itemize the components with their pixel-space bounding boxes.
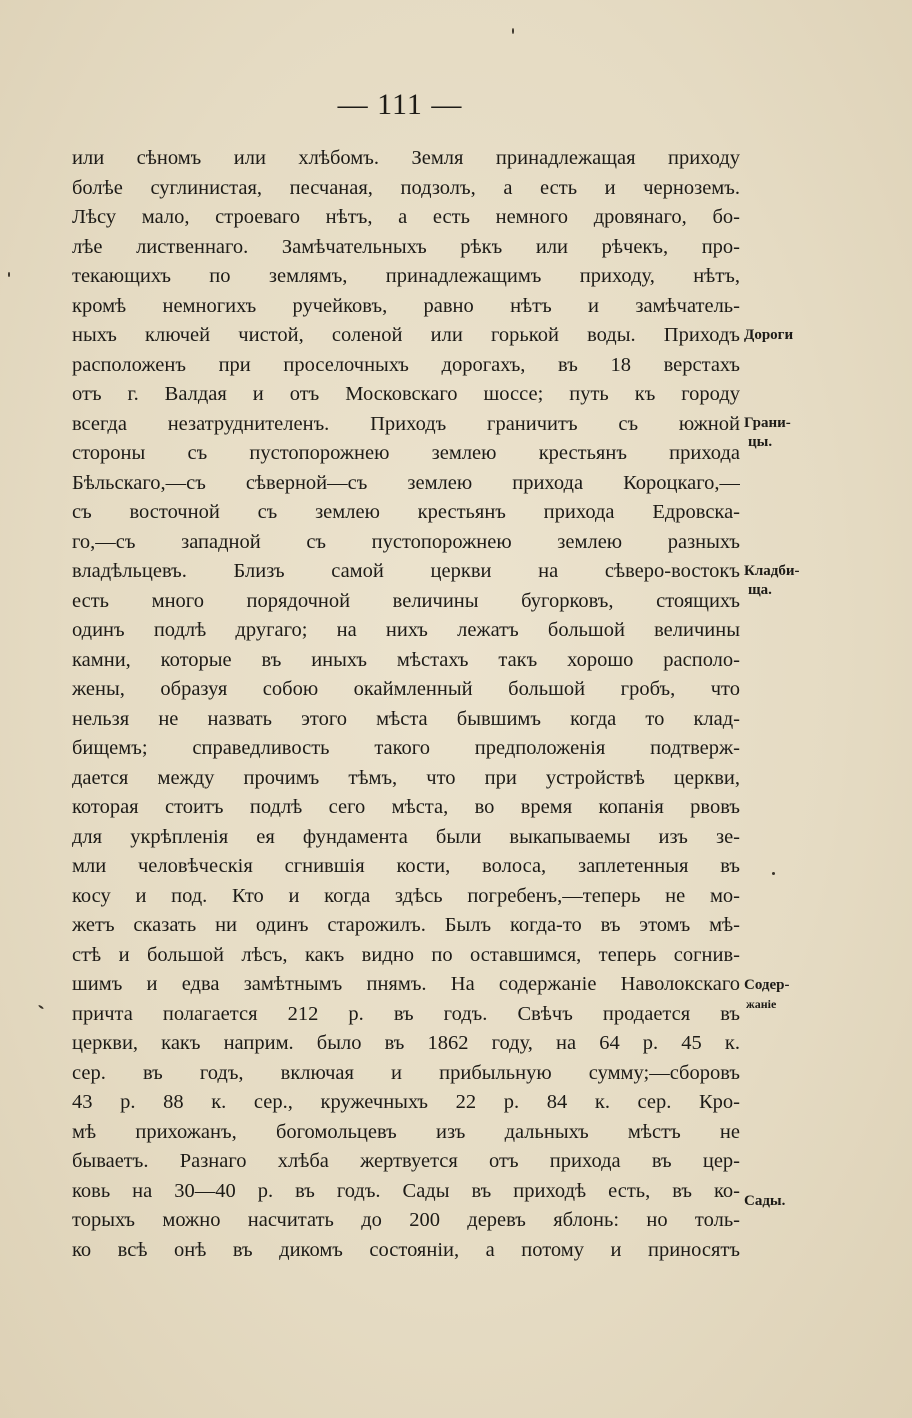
margin-note-line: Кладби-	[744, 563, 800, 579]
margin-note-line: ща.	[748, 582, 772, 598]
text-line: дается между прочимъ тѣмъ, что при устройствѣ церкви,	[72, 766, 740, 789]
text-line: или сѣномъ или хлѣбомъ. Земля принадлежащая приходу	[72, 147, 740, 169]
text-line: одинъ подлѣ другаго; на нихъ лежатъ большой величины	[72, 619, 740, 641]
text-line: причта полагается 212 р. въ годъ. Свѣчъ продается въ	[72, 1002, 740, 1025]
text-line: есть много порядочной величины бугорковъ, стоящихъ	[72, 589, 740, 612]
text-line: ко всѣ онѣ въ дикомъ состояніи, а потому и приносятъ	[72, 1238, 740, 1261]
text-line: отъ г. Валдая и отъ Московскаго шоссе; путь къ городу	[72, 383, 740, 405]
text-line: ковь на 30—40 р. въ годъ. Сады въ приходѣ есть, въ ко-	[72, 1179, 740, 1202]
text-line: стѣ и большой лѣсъ, какъ видно по оставшимся, теперь согнив-	[72, 943, 740, 966]
text-line: бищемъ; справедливость такого предположенія подтверж-	[72, 737, 740, 759]
margin-note-line: Грани-	[744, 415, 791, 431]
text-line: болѣе суглинистая, песчаная, подзолъ, а есть и черноземъ.	[72, 176, 740, 199]
text-line: Бѣльскаго,—съ сѣверной—съ землею прихода Короцкаго,—	[72, 471, 740, 494]
text-line: косу и под. Кто и когда здѣсь погребенъ,—теперь не мо-	[72, 884, 740, 907]
text-line: для укрѣпленія ея фундамента были выкапываемы изъ зе-	[72, 825, 740, 848]
page-number: — 111 —	[337, 88, 463, 121]
text-line: мѣ прихожанъ, богомольцевъ изъ дальныхъ мѣстъ не	[72, 1120, 740, 1143]
text-line: расположенъ при проселочныхъ дорогахъ, въ 18 верстахъ	[72, 353, 740, 376]
text-line: церкви, какъ наприм. было въ 1862 году, на 64 р. 45 к.	[72, 1032, 740, 1054]
ink-speck	[38, 1004, 44, 1009]
text-line: которая стоитъ подлѣ сего мѣста, во время копанія рвовъ	[72, 796, 740, 818]
text-line: съ восточной съ землею крестьянъ прихода Едровска-	[72, 501, 740, 523]
ink-speck	[8, 272, 10, 277]
margin-note-line: цы.	[748, 434, 773, 450]
text-line: 43 р. 88 к. сер., кружечныхъ 22 р. 84 к. сер. Кро-	[72, 1091, 740, 1113]
text-line: кромѣ немногихъ ручейковъ, равно нѣтъ и замѣчатель-	[72, 294, 740, 317]
text-line: всегда незатруднителенъ. Приходъ граничитъ съ южной	[72, 412, 740, 435]
text-line: лѣе лиственнаго. Замѣчательныхъ рѣкъ или рѣчекъ, про-	[72, 235, 740, 258]
text-line: бываетъ. Разнаго хлѣба жертвуется отъ прихода въ цер-	[72, 1150, 740, 1172]
body-text	[72, 144, 740, 1265]
text-line: сер. въ годъ, включая и прибыльную сумму;—сборовъ	[72, 1061, 740, 1084]
margin-note-granitsy	[744, 414, 912, 452]
text-line: Лѣсу мало, строеваго нѣтъ, а есть немного дровянаго, бо-	[72, 206, 740, 228]
text-line: текающихъ по землямъ, принадлежащимъ приходу, нѣтъ,	[72, 265, 740, 287]
text-line: ныхъ ключей чистой, соленой или горькой воды. Приходъ	[72, 324, 740, 346]
margin-note-soderzhanie	[744, 976, 912, 1014]
ink-speck	[512, 28, 514, 34]
ink-speck	[772, 872, 775, 875]
text-line: торыхъ можно насчитать до 200 деревъ яблонь: но толь-	[72, 1209, 740, 1231]
margin-note-line: Сады.	[744, 1193, 786, 1209]
text-line: стороны съ пустопорожнею землею крестьянъ прихода	[72, 442, 740, 464]
margin-note-line: Дороги	[744, 327, 794, 343]
text-line: камни, которые въ иныхъ мѣстахъ такъ хорошо располо-	[72, 648, 740, 671]
margin-note-line: жаніе	[746, 997, 777, 1011]
text-line: шимъ и едва замѣтнымъ пнямъ. На содержаніе Наволокскаго	[72, 973, 740, 995]
margin-note-kladbishcha	[744, 562, 912, 600]
text-line: жены, образуя собою окаймленный большой гробъ, что	[72, 678, 740, 700]
text-line: нельзя не назвать этого мѣста бывшимъ когда то клад-	[72, 707, 740, 730]
margin-note-sady	[744, 1192, 912, 1211]
text-line: владѣльцевъ. Близъ самой церкви на сѣверо-востокъ	[72, 560, 740, 582]
text-line: мли человѣческія сгнившія кости, волоса, заплетенныя въ	[72, 855, 740, 877]
text-line: го,—съ западной съ пустопорожнею землею разныхъ	[72, 530, 740, 553]
margin-note-dorogi	[744, 326, 912, 345]
margin-note-line: Содер-	[744, 977, 790, 993]
text-line: жетъ сказать ни одинъ старожилъ. Былъ когда-то въ этомъ мѣ-	[72, 914, 740, 936]
